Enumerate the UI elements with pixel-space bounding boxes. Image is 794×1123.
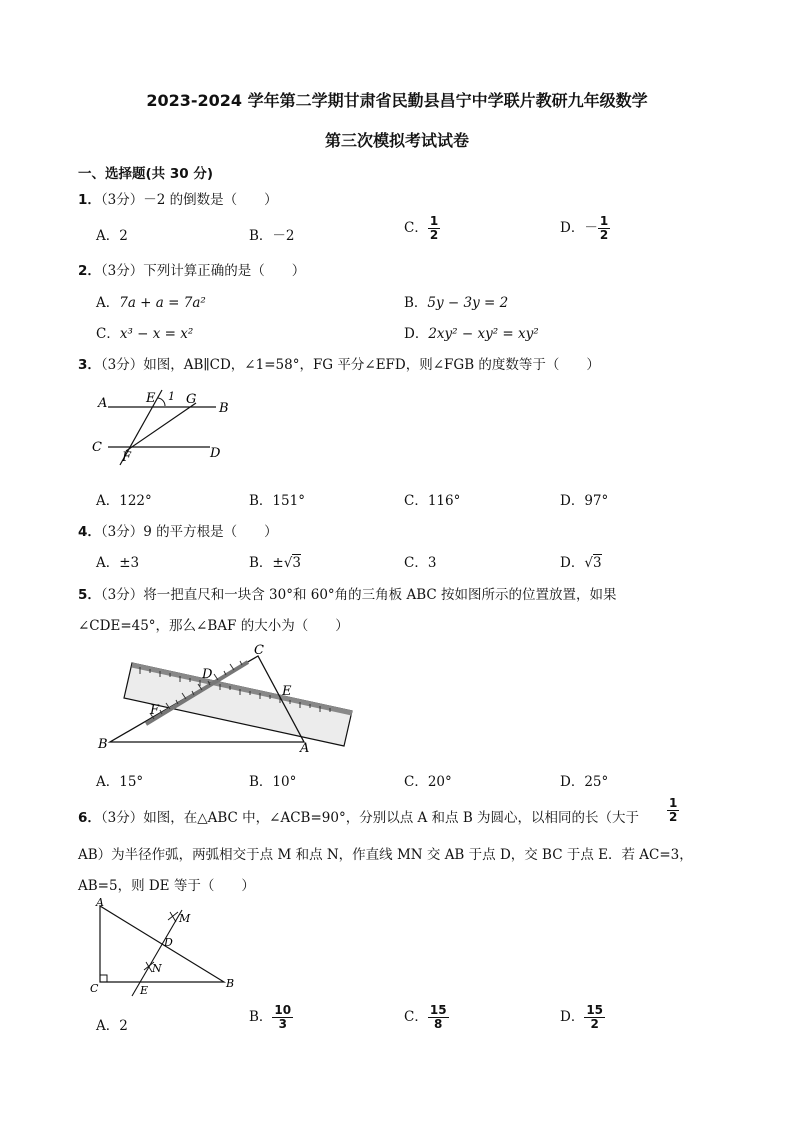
sqrt-icon: √ [283, 555, 293, 571]
q1-option-a: A．2 [96, 228, 128, 244]
label-a: A [96, 898, 104, 909]
q4-option-a: A．±3 [96, 555, 140, 571]
parallel-lines-figure [88, 385, 238, 470]
fraction: $\frac{1}{2}$ [429, 214, 439, 242]
question-6 [78, 806, 639, 826]
label-b: B [219, 401, 229, 416]
question-number: 2． [78, 263, 101, 279]
label-c: C [254, 643, 264, 658]
question-text: （3分）如图，AB∥CD，∠1=58°，FG 平分∠EFD，则∠FGB 的度数等于（ ） [100, 357, 600, 373]
q4-option-b: B．±√3 [249, 555, 301, 571]
q6-option-a: A．2 [96, 1018, 128, 1034]
q6-option-d: D． $\frac{15}{2}$ [560, 1003, 604, 1031]
q2-option-d: D．2xy² − xy² = xy² [404, 326, 539, 342]
q4-option-d: D．√3 [560, 555, 602, 571]
q5-option-d: D．25° [560, 774, 609, 790]
q6-option-b: B． $\frac{10}{3}$ [249, 1003, 292, 1031]
q1-option-b: B．－2 [249, 228, 295, 244]
question-2 [78, 259, 305, 279]
label-e: E [140, 984, 149, 997]
q3-option-b: B．151° [249, 493, 305, 509]
question-number: 1． [78, 192, 101, 208]
label-g: G [186, 392, 197, 407]
question-5 [78, 583, 617, 603]
label-f: F [150, 703, 160, 718]
q5-option-b: B．10° [249, 774, 297, 790]
section-heading: 一、选择题(共 30 分) [78, 166, 214, 182]
label-d: D [202, 667, 213, 682]
fraction: $\frac{1}{2}$ [599, 214, 609, 242]
label-m: M [179, 912, 191, 925]
label-d: D [210, 446, 221, 461]
page-title: 2023-2024 学年第二学期甘肃省民勤县昌宁中学联片教研九年级数学 [146, 91, 648, 110]
right-triangle-figure [88, 898, 248, 998]
sqrt-icon: √ [584, 555, 593, 571]
q5-option-a: A．15° [96, 774, 144, 790]
question-6-line3: AB=5，则 DE 等于（ ） [78, 878, 255, 894]
label-b: B [226, 977, 235, 990]
label-n: N [152, 962, 162, 975]
question-text: （3分）－2 的倒数是（ ） [100, 192, 278, 208]
q6-option-c: C． $\frac{15}{8}$ [404, 1003, 447, 1031]
question-text: （3分）9 的平方根是（ ） [100, 524, 278, 540]
ruler-triangle-figure [90, 640, 360, 755]
q2-option-b: B．5y − 3y = 2 [404, 295, 509, 311]
q5-option-c: C．20° [404, 774, 452, 790]
q1-option-d [560, 215, 610, 242]
question-number: 6． [78, 810, 101, 826]
label-e: E [146, 391, 156, 406]
fraction-half: $\frac{1}{2}$ [669, 796, 678, 824]
label-b: B [98, 737, 108, 752]
label-c: C [90, 982, 99, 995]
page-subtitle: 第三次模拟考试试卷 [324, 131, 469, 150]
question-text: （3分）将一把直尺和一块含 30°和 60°角的三角板 ABC 按如图所示的位置放置，如果 [100, 587, 617, 603]
q4-option-c: C．3 [404, 555, 437, 571]
question-text: （3分）如图，在△ABC 中，∠ACB=90°，分别以点 A 和点 B 为圆心，以相同的长（大于 [100, 810, 640, 826]
label-a: A [300, 741, 310, 755]
label-a: A [98, 396, 108, 411]
question-number: 4． [78, 524, 101, 540]
label-e: E [282, 684, 292, 699]
q3-option-c: C．116° [404, 493, 461, 509]
q2-option-a: A．7a + a = 7a² [96, 295, 206, 311]
option-label: C． [404, 220, 428, 236]
question-5-line2: ∠CDE=45°，那么∠BAF 的大小为（ ） [78, 618, 349, 634]
q1-option-c [404, 215, 440, 242]
question-text: （3分）下列计算正确的是（ ） [100, 263, 306, 279]
label-angle-1: 1 [168, 390, 175, 403]
question-1 [78, 188, 278, 208]
label-d: D [164, 936, 173, 949]
q3-option-a: A．122° [96, 493, 152, 509]
label-f: F [122, 450, 132, 465]
question-6-line2: AB）为半径作弧，两弧相交于点 M 和点 N，作直线 MN 交 AB 于点 D，交 BC 于点 E．若 AC=3， [78, 847, 693, 863]
question-3 [78, 353, 600, 373]
q2-option-c: C．x³ − x = x² [96, 326, 194, 342]
question-number: 3． [78, 357, 101, 373]
question-number: 5． [78, 587, 101, 603]
label-c: C [92, 440, 102, 455]
q3-option-d: D．97° [560, 493, 609, 509]
question-4 [78, 520, 278, 540]
option-label: D．－ [560, 220, 598, 236]
